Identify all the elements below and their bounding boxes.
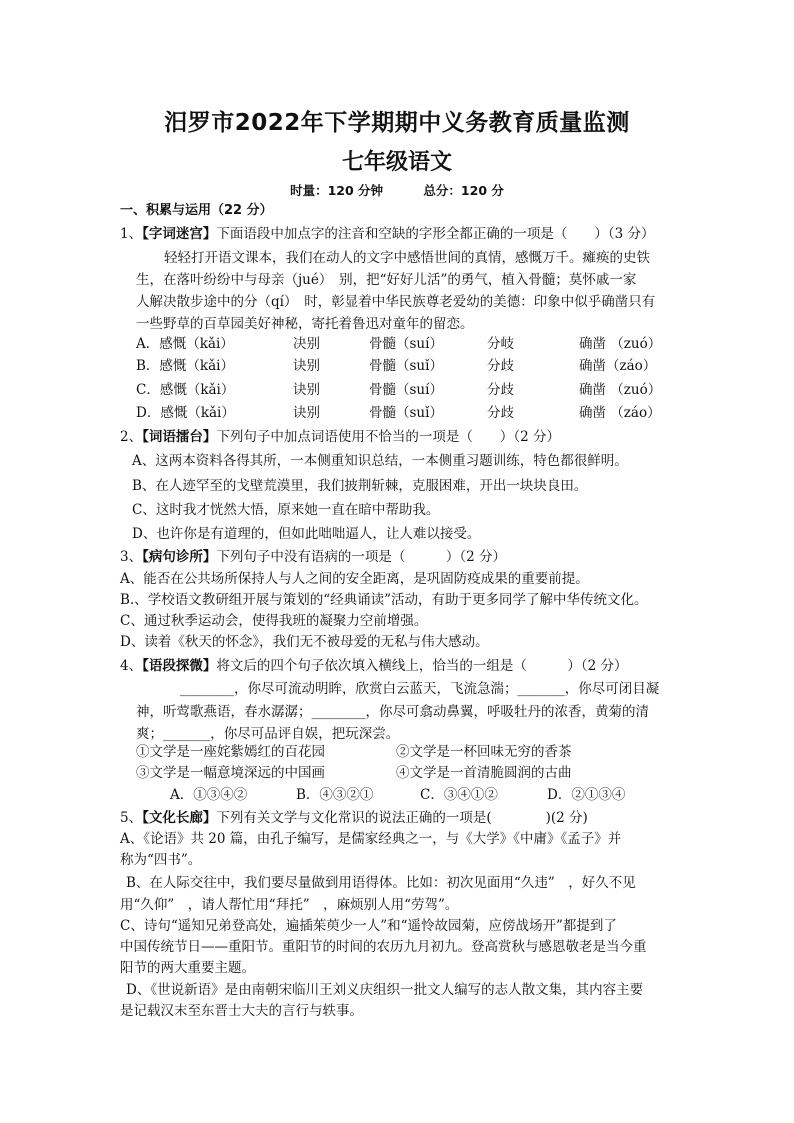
q1-number: 1、	[120, 226, 143, 242]
q5-c-line: 阳节的两大重要主题。	[120, 960, 255, 976]
q1-stem	[120, 224, 654, 244]
q1-d-col5: 确凿 （záo）	[579, 405, 661, 421]
q2-option-d[interactable]: D、也许你是有道理的，但如此咄咄逼人，让人难以接受。	[132, 526, 481, 542]
exam-meta	[0, 181, 794, 199]
q2-text: 下列句子中加点词语使用不恰当的一项是（ ）（2 分）	[216, 429, 560, 445]
q4-option-d[interactable]: D．②①③④	[547, 787, 626, 803]
q1-d-col3: 骨髓（suǐ）	[369, 405, 443, 421]
q4-sentence-3: ③文学是一幅意境深远的中国画	[136, 765, 325, 781]
q1-text: 下面语段中加点字的注音和空缺的字形全都正确的一项是（ ）（3 分）	[216, 226, 655, 242]
q1-a-col1: A．感慨（kǎi）	[136, 336, 234, 352]
q5-number: 5、	[120, 810, 143, 826]
q1-passage-line: 人解决散步途中的分（qí） 时，彰显着中华民族尊老爱幼的美德：印象中似乎确凿只有	[136, 294, 656, 310]
q5-c-line: 中国传统节日——重阳节。重阳节的时间的农历九月初九。登高赏秋与感恩敬老是当今重	[120, 939, 647, 955]
q3-option-a[interactable]: A、能否在公共场所保持人与人之间的安全距离，是巩固防疫成果的重要前提。	[120, 571, 589, 587]
q5-a-line: 称为“四书”。	[120, 852, 202, 868]
q2-option-b[interactable]: B、在人迹罕至的戈壁荒漠里，我们披荆斩棘，克服困难，开出一块块良田。	[132, 478, 588, 494]
q5-tag: 【文化长廊】	[142, 810, 217, 826]
q4-option-a[interactable]: A．①③④②	[170, 787, 248, 803]
q4-passage-line: ________，你尽可流动明眸，欣赏白云蓝天，飞流急湍；_______，你尽可闭目凝	[180, 681, 660, 697]
q1-a-col4: 分岐	[487, 336, 514, 352]
q1-passage-line: 一些野草的百草园美好神秘，寄托着鲁迅对童年的留恋。	[136, 316, 474, 332]
q4-sentence-1: ①文学是一座姹紫嫣红的百花园	[136, 744, 325, 760]
q3-text: 下列句子中没有语病的一项是（ ）（2 分）	[216, 549, 506, 565]
q4-sentence-2: ②文学是一杯回味无穷的香茶	[396, 744, 572, 760]
q1-b-col4: 分歧	[487, 358, 514, 374]
exam-title: 汨罗市2022年下学期期中义务教育质量监测	[164, 110, 630, 136]
q5-d-line: 是记载汉末至东晋士大夫的言行与轶事。	[120, 1003, 363, 1019]
q1-d-col1: D．感慨（kǎi）	[136, 405, 235, 421]
exam-time: 时量：120 分钟	[290, 183, 384, 198]
q2-number: 2、	[120, 429, 143, 445]
q4-number: 4、	[120, 658, 143, 674]
exam-subject: 七年级语文	[341, 150, 452, 175]
q1-a-col5: 确凿 （zuó）	[579, 336, 662, 352]
q2-option-a[interactable]: A、这两本资料各得其所，一本侧重知识总结，一本侧重习题训练，特色都很鲜明。	[132, 453, 628, 469]
exam-score: 总分：120 分	[423, 183, 504, 198]
q2-option-c[interactable]: C、这时我才恍然大悟，原来她一直在暗中帮助我。	[132, 502, 440, 518]
q5-d-line: D、《世说新语》是由南朝宋临川王刘义庆组织一批文人编写的志人散文集，其内容主要	[126, 982, 644, 998]
q3-stem	[120, 547, 506, 567]
q4-passage-line: 神，听莺歌燕语，春水潺潺；________，你尽可翕动鼻翼，呼吸牡丹的浓香，黄菊的清	[136, 704, 649, 720]
q2-stem	[120, 427, 560, 447]
q1-b-col3: 骨髓（suǐ）	[369, 358, 443, 374]
q1-b-col5: 确凿（záo）	[579, 358, 657, 374]
q1-b-col1: B．感慨（kǎi）	[136, 358, 234, 374]
q4-sentence-4: ④文学是一首清脆圆润的古曲	[396, 765, 572, 781]
q1-b-col2: 诀别	[293, 358, 320, 374]
q1-a-col3: 骨髓（suí）	[369, 336, 443, 352]
q3-option-b[interactable]: B.、学校语文教研组开展与策划的“经典诵读”活动，有助于更多同学了解中华传统文化。	[120, 592, 648, 608]
q1-passage-line: 轻轻打开语文课本，我们在动人的文字中感悟世间的真情，感慨万千。瘫痪的史铁	[164, 250, 650, 266]
q5-b-line: B、在人际交往中，我们要尽量做到用语得体。比如：初次见面用“久违” ，好久不见	[126, 875, 636, 891]
q4-option-b[interactable]: B．④③②①	[296, 787, 374, 803]
q1-d-col4: 分歧	[487, 405, 514, 421]
q4-option-c[interactable]: C．③④①②	[420, 787, 498, 803]
q3-number: 3、	[120, 549, 143, 565]
q1-passage-line: 生，在落叶纷纷中与母亲（jué） 别，把“好好儿活”的勇气，植入骨髓；莫怀戚一家	[136, 272, 637, 288]
q1-c-col3: 骨髓（suí）	[369, 382, 443, 398]
q1-c-col5: 确凿 （zuó）	[579, 382, 662, 398]
q1-c-col4: 分歧	[487, 382, 514, 398]
q4-stem	[120, 656, 627, 676]
section-heading: 一、积累与运用（22 分）	[120, 203, 273, 218]
q5-b-line: 用“久仰” ，请人帮忙用“拜托” ，麻烦别人用“劳驾”。	[120, 897, 459, 913]
q3-option-d[interactable]: D、读着《秋天的怀念》，我们无不被母爱的无私与伟大感动。	[120, 634, 489, 650]
q5-c-line: C、诗句“遥知兄弟登高处，遍插茱萸少一人”和“遥怜故园菊，应傍战场开”都提到了	[120, 918, 617, 934]
q2-tag: 【词语擂台】	[142, 429, 217, 445]
q3-tag: 【病句诊所】	[142, 549, 217, 565]
q1-a-col2: 决别	[293, 336, 320, 352]
q3-option-c[interactable]: C、通过秋季运动会，使得我班的凝聚力空前增强。	[120, 613, 428, 629]
q1-tag: 【字词迷宫】	[142, 226, 217, 242]
q4-passage-line: 爽；_______，你尽可品评自娱，把玩深尝。	[136, 726, 400, 742]
q4-tag: 【语段探微】	[142, 658, 217, 674]
q1-c-col2: 诀别	[293, 382, 320, 398]
q1-c-col1: C．感慨（kǎi）	[136, 382, 235, 398]
q5-a-line: A、《论语》共 20 篇，由孔子编写，是儒家经典之一，与《大学》《中庸》《孟子》并	[120, 831, 622, 847]
q5-stem	[120, 808, 588, 828]
q1-d-col2: 诀别	[293, 405, 320, 421]
q5-text: 下列有关文学与文化常识的说法正确的一项是( )(2 分)	[216, 810, 588, 826]
q4-text: 将文后的四个句子依次填入横线上，恰当的一组是（ ）（2 分）	[216, 658, 628, 674]
